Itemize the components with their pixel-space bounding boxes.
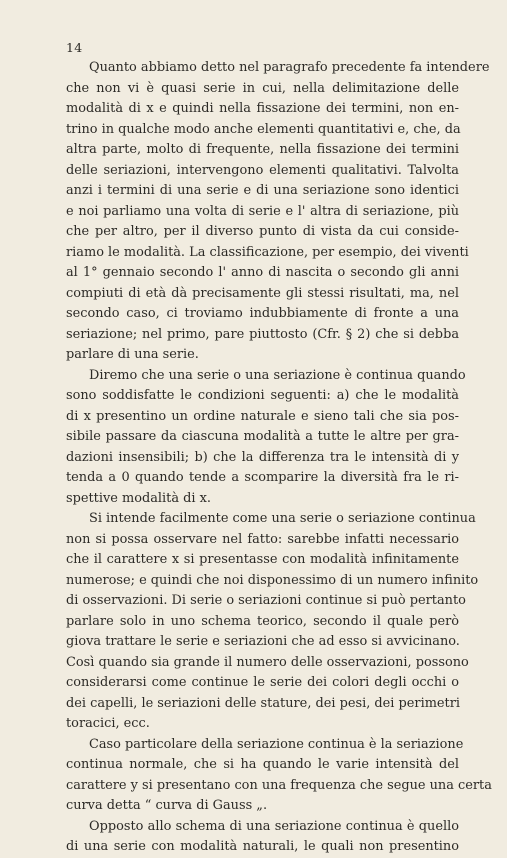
- text-line: dei capelli, le seriazioni delle stature, dei pesi, dei perimetri: [66, 695, 461, 711]
- text-line: non si possa osservare nel fatto: sarebbe infatti necessario: [66, 531, 459, 547]
- text-line: curva detta “ curva di Gauss „.: [66, 798, 268, 813]
- paragraph-2: [66, 366, 466, 510]
- text-line: di osservazioni. Di serie o seriazioni continue si può pertanto: [66, 593, 466, 608]
- text-line: Così quando sia grande il numero delle osservazioni, possono: [66, 654, 469, 670]
- text-line: toracici, ecc.: [66, 716, 150, 731]
- text-line: Si intende facilmente come una serie o seriazione continua: [89, 511, 476, 526]
- text-line: di una serie con modalità naturali, le quali non presentino: [66, 839, 459, 854]
- text-line: trino in qualche modo anche elementi quantitativi e, che, da: [66, 121, 461, 137]
- text-line: Opposto allo schema di una seriazione continua è quello: [89, 818, 459, 834]
- text-line: considerarsi come continue le serie dei colori degli occhi o: [66, 675, 459, 690]
- text-line: che non vi è quasi serie in cui, nella delimitazione delle: [66, 80, 459, 96]
- text-line: altra parte, molto di frequente, nella fissazione dei termini: [66, 142, 459, 157]
- text-line: modalità di x e quindi nella fissazione dei termini, non en-: [66, 101, 459, 116]
- text-line: sono soddisfatte le condizioni seguenti: a) che le modalità: [66, 388, 459, 403]
- text-line: numerose; e quindi che noi disponessimo di un numero infinito: [66, 572, 479, 588]
- text-line: che il carattere x si presentasse con modalità infinitamente: [66, 552, 459, 567]
- text-line: compiuti di età dà precisamente gli stessi risultati, ma, nel: [66, 285, 459, 301]
- text-line: Caso particolare della seriazione continua è la seriazione: [89, 736, 464, 752]
- paragraph-5: [66, 817, 459, 858]
- text-line: seriazione; nel primo, pare piuttosto (Cfr. § 2) che si debba: [66, 326, 459, 342]
- text-line: dazioni insensibili; b) che la differenza tra le intensità di y: [66, 449, 459, 465]
- text-line: al 1° gennaio secondo l' anno di nascita o secondo gli anni: [66, 265, 459, 280]
- text-line: e noi parliamo una volta di serie e l' altra di seriazione, più: [66, 203, 459, 219]
- paragraph-4: [66, 735, 492, 817]
- text-line: Quanto abbiamo detto nel paragrafo precedente fa intendere: [89, 60, 490, 75]
- text-line: anzi i termini di una serie e di una seriazione sono identici: [66, 183, 459, 198]
- text-line: Diremo che una serie o una seriazione è continua quando: [89, 367, 466, 383]
- body-text: [66, 58, 492, 858]
- text-line: parlare solo in uno schema teorico, secondo il quale però: [66, 613, 459, 629]
- text-line: che per altro, per il diverso punto di vista da cui conside-: [66, 224, 459, 239]
- text-line: di x presentino un ordine naturale e sieno tali che sia pos-: [66, 408, 459, 424]
- page-number: 14: [66, 40, 83, 55]
- text-line: sibile passare da ciascuna modalità a tutte le altre per gra-: [66, 429, 459, 444]
- text-line: carattere y si presentano con una frequenza che segue una certa: [66, 777, 492, 793]
- paragraph-3: [66, 509, 479, 735]
- text-line: delle seriazioni, intervengono elementi qualitativi. Talvolta: [66, 162, 459, 178]
- text-line: continua normale, che si ha quando le varie intensità del: [66, 757, 459, 772]
- text-line: spettive modalità di x.: [66, 490, 211, 506]
- paragraph-1: [66, 58, 490, 366]
- text-line: secondo caso, ci troviamo indubbiamente di fronte a una: [66, 306, 459, 321]
- text-line: riamo le modalità. La classificazione, per esempio, dei viventi: [66, 244, 469, 260]
- text-line: parlare di una serie.: [66, 347, 199, 362]
- text-line: tenda a 0 quando tende a scomparire la diversità fra le ri-: [66, 470, 459, 485]
- text-line: giova trattare le serie e seriazioni che ad esso si avvicinano.: [66, 634, 460, 649]
